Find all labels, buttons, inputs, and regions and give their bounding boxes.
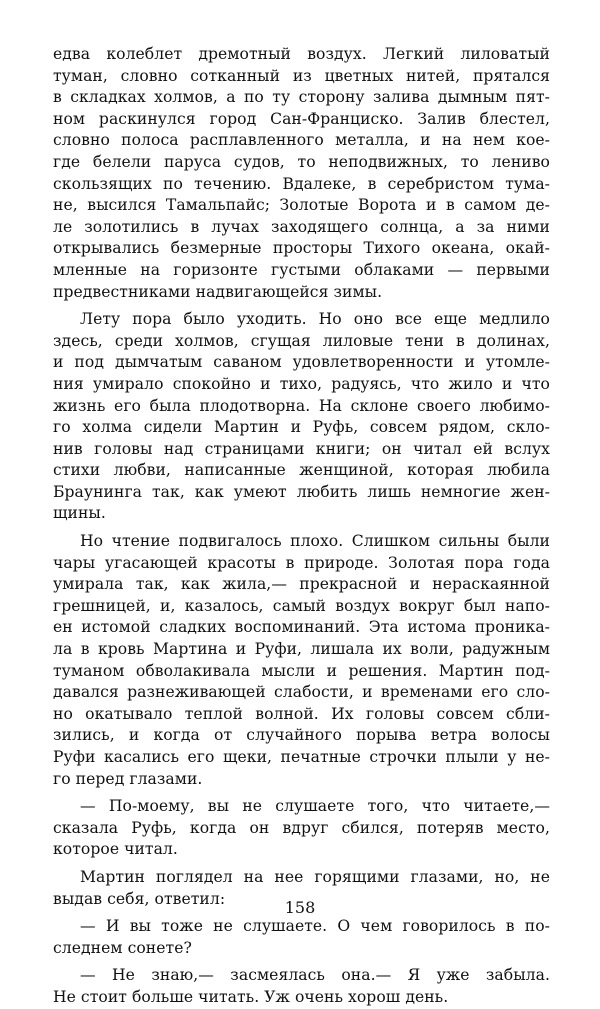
text-line: здесь, среди холмов, сгущая лиловые тени в долинах,	[53, 331, 550, 350]
text-line: давался разнеживающей слабости, и временами его сло-	[53, 683, 550, 702]
text-line: которое читал.	[53, 840, 178, 859]
paragraph-1	[53, 44, 550, 303]
text-line: ле золотились в лучах заходящего солнца, а за ними	[53, 217, 550, 236]
text-line: — По-моему, вы не слушаете того, что читаете,—	[80, 797, 550, 816]
text-line: где белели паруса судов, то неподвижных, то лениво	[53, 152, 550, 171]
text-line: едва колеблет дремотный воздух. Легкий лиловатый	[53, 45, 550, 63]
text-line: но окатывало теплой волной. Их головы совсем сбли-	[53, 704, 550, 723]
text-line: ния умирало спокойно и тихо, радуясь, что жило и что	[53, 374, 550, 393]
text-line: в складках холмов, а по ту сторону залива дымным пят-	[53, 88, 550, 107]
text-line: не, высился Тамальпайс; Золотые Ворота и в самом де-	[53, 196, 550, 215]
text-line: ла в кровь Мартина и Руфи, лишала их воли, радужным	[53, 640, 550, 659]
text-line: — Не знаю,— засмеялась она.— Я уже забыла.	[80, 966, 550, 985]
text-line: го холма сидели Мартин и Руфь, совсем рядом, скло-	[53, 418, 550, 437]
paragraph-4	[53, 796, 550, 861]
page-body	[53, 44, 550, 1009]
text-line: стихи любви, написанные женщиной, которая любила	[53, 461, 550, 480]
text-line: словно полоса расплавленного металла, и на нем кое-	[53, 131, 550, 150]
text-line: ен истомой сладких воспоминаний. Эта истома проника-	[53, 618, 550, 637]
text-line: нив головы над страницами книги; он читал ей вслух	[53, 439, 550, 458]
text-line: Браунинга так, как умеют любить лишь немногие жен-	[53, 482, 550, 501]
text-line: и под дымчатым саваном удовлетворенности и утомле-	[53, 353, 550, 372]
paragraph-2	[53, 309, 550, 525]
paragraph-7	[53, 965, 550, 1008]
text-line: умирала так, как жила,— прекрасной и нераскаянной	[53, 575, 550, 594]
text-line: сказала Руфь, когда он вдруг сбился, потеряв место,	[53, 818, 550, 837]
paragraph-3	[53, 531, 550, 790]
text-line: жизнь его была плодотворна. На склоне своего любимо-	[53, 396, 550, 415]
text-line: щины.	[53, 504, 106, 523]
paragraph-6	[53, 916, 550, 959]
text-line: го перед глазами.	[53, 769, 203, 788]
text-line: чары угасающей красоты в природе. Золотая пора года	[53, 553, 550, 572]
text-line: грешницей, и, казалось, самый воздух вокруг был напо-	[53, 596, 550, 615]
text-line: ном раскинулся город Сан-Франциско. Залив блестел,	[53, 109, 550, 128]
text-line: Лету пора было уходить. Но оно все еще медлило	[80, 310, 550, 329]
text-line: зились, и когда от случайного порыва ветра волосы	[53, 726, 550, 745]
text-line: Не стоит больше читать. Уж очень хорош день.	[53, 987, 449, 1006]
page-number: 158	[284, 898, 316, 917]
text-line: туманом обволакивала мысли и решения. Мартин под-	[53, 661, 550, 680]
text-line: туман, словно сотканный из цветных нитей, прятался	[53, 66, 550, 85]
text-line: Мартин поглядел на нее горящими глазами, но, не	[80, 867, 550, 886]
text-line: скользящих по течению. Вдалеке, в серебристом тума-	[53, 174, 550, 193]
text-line: предвестниками надвигающейся зимы.	[53, 282, 383, 301]
text-line: выдав себя, ответил:	[53, 889, 226, 908]
text-line: следнем сонете?	[53, 938, 192, 957]
text-line: — И вы тоже не слушаете. О чем говорилось в по-	[80, 917, 550, 936]
text-line: Руфи касались его щеки, печатные строчки плыли у не-	[53, 748, 550, 766]
text-line: Но чтение подвигалось плохо. Слишком сильны были	[80, 532, 550, 551]
text-line: мленные на горизонте густыми облаками — первыми	[53, 260, 550, 279]
text-line: открывались безмерные просторы Тихого океана, окай-	[53, 239, 550, 258]
